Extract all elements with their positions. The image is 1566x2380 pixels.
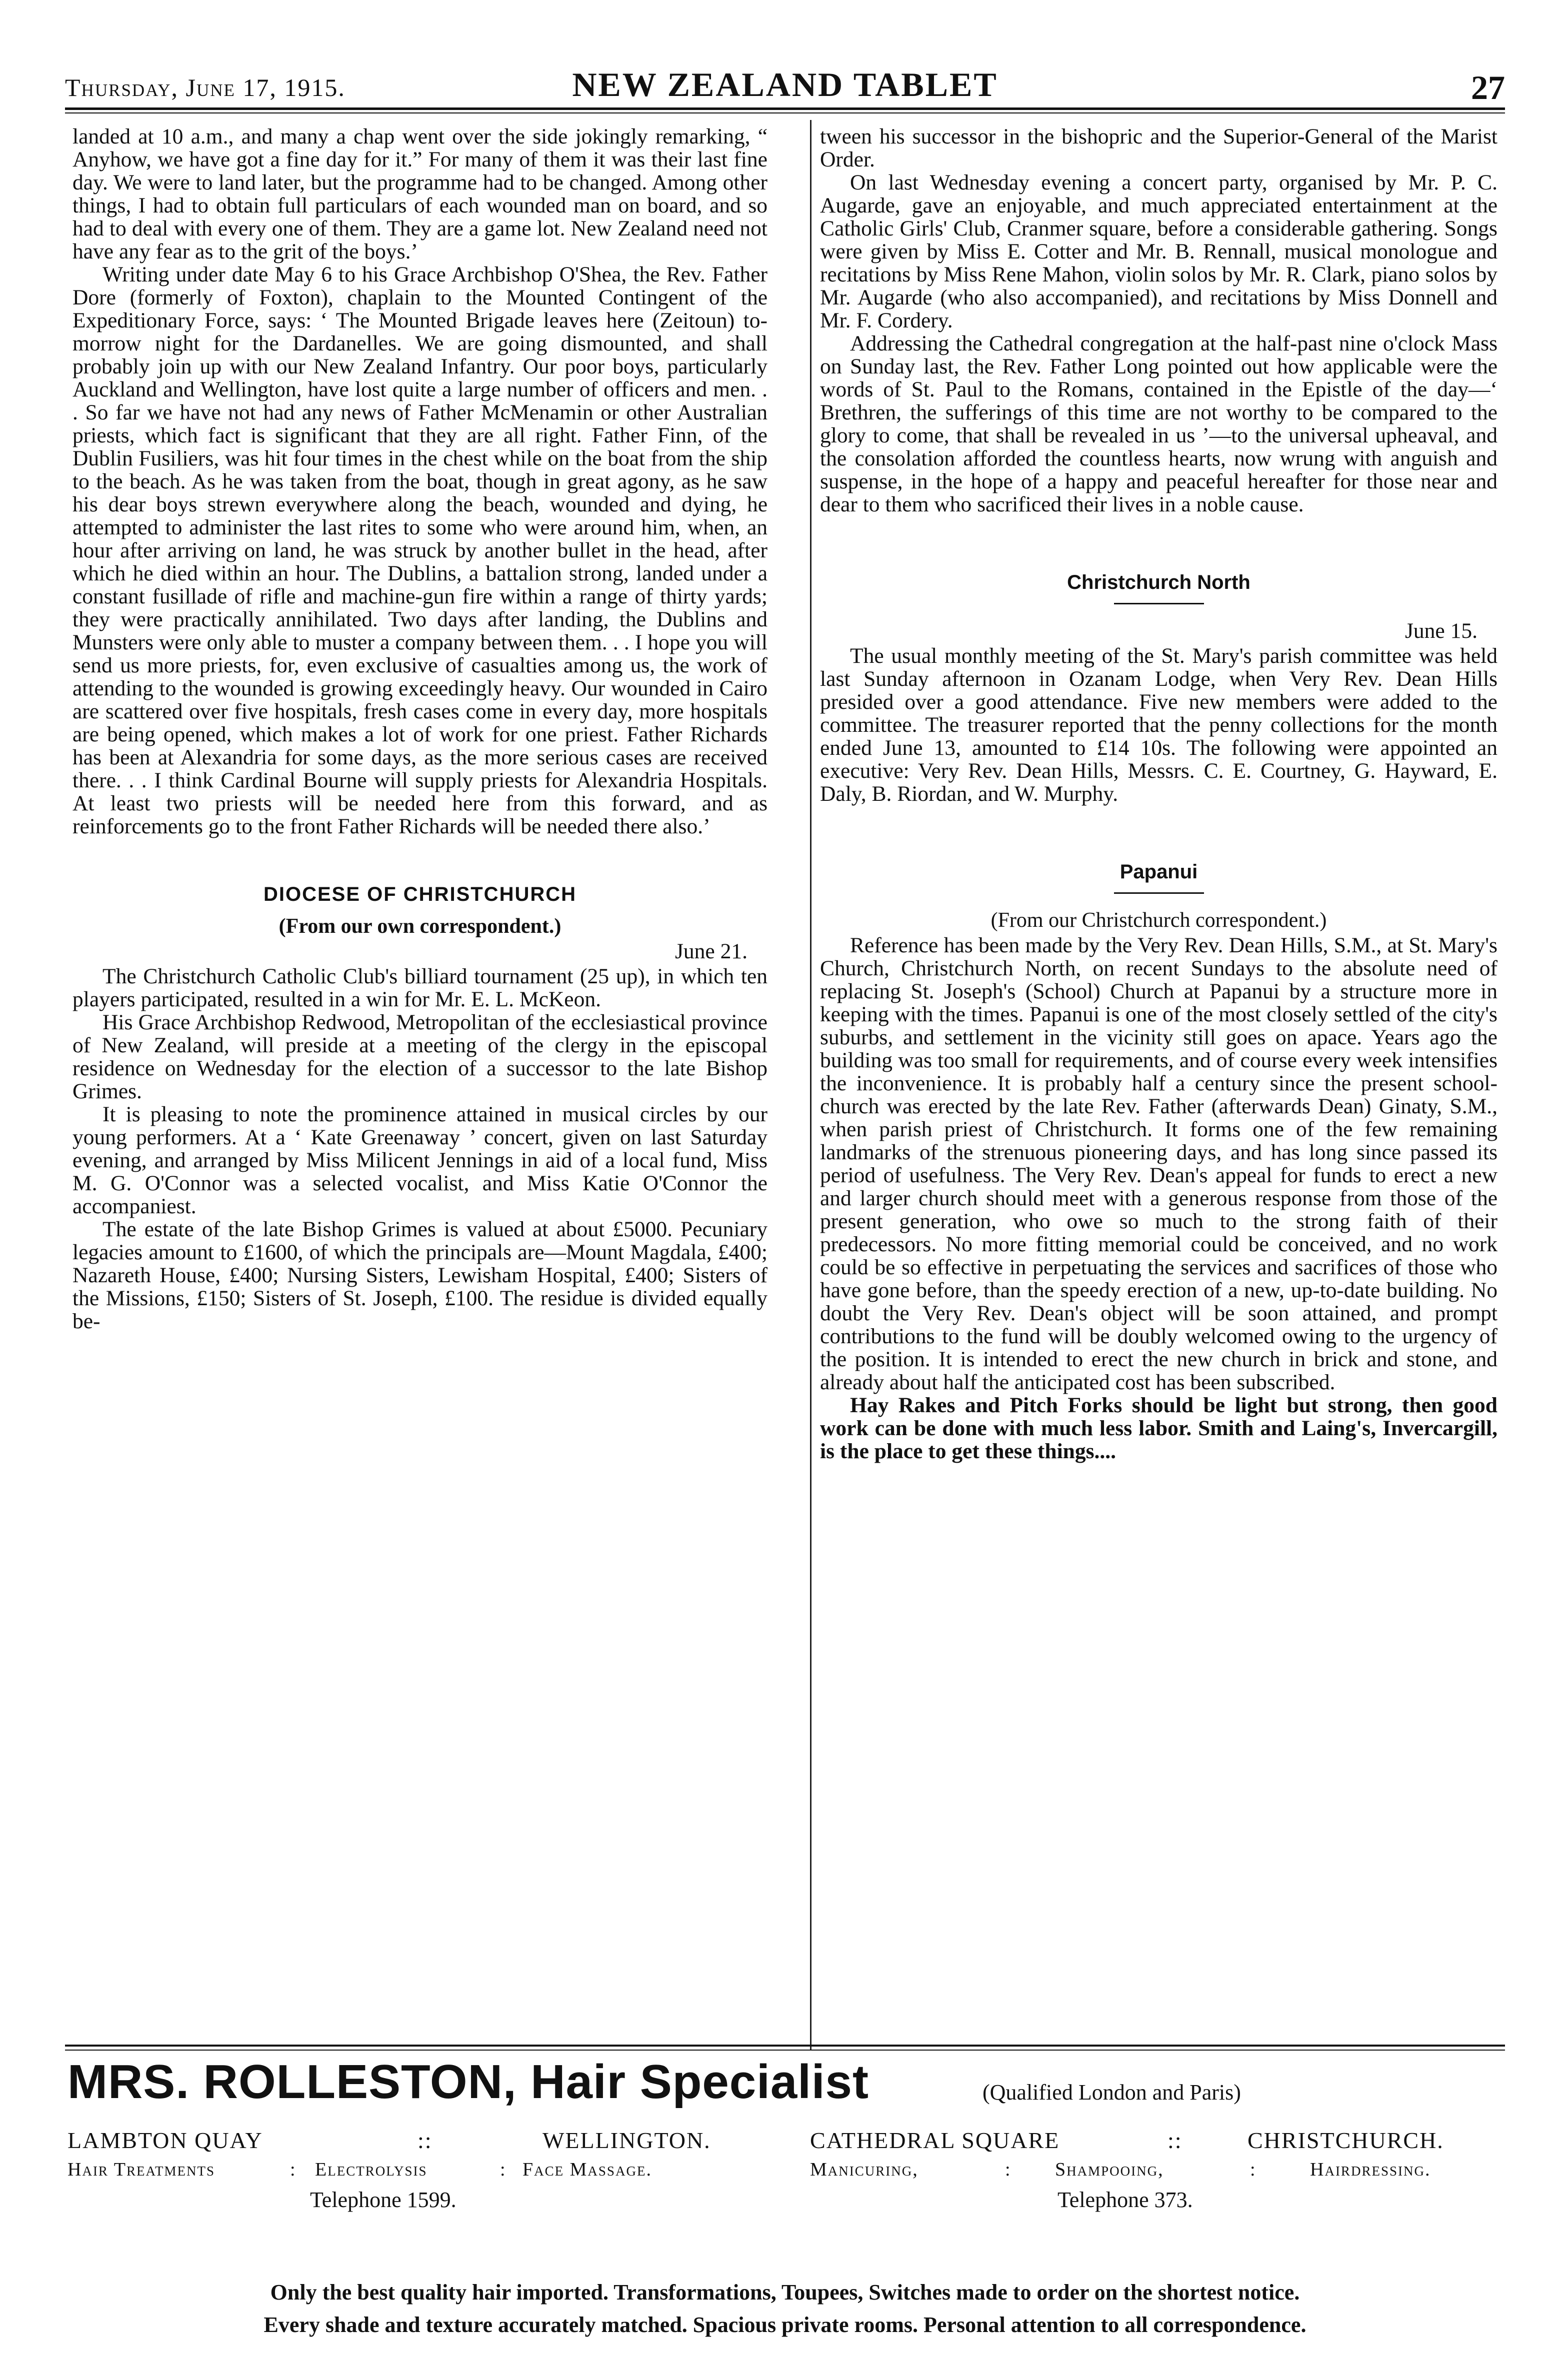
issue-date: Thursday, June 17, 1915. <box>65 73 346 101</box>
article-paragraph: tween his successor in the bishopric and the Superior-General of the Marist Order. <box>820 124 1498 171</box>
advert-separator: : <box>290 2159 296 2180</box>
advert-separator: : <box>500 2159 506 2180</box>
advert-address-right: CATHEDRAL SQUARE <box>810 2128 1060 2153</box>
advert-city-left: WELLINGTON. <box>542 2128 711 2153</box>
advert-separator: : <box>1005 2159 1012 2180</box>
section-subhead: (From our Christchurch correspondent.) <box>990 909 1327 932</box>
header-rule-thin <box>65 112 1505 113</box>
advert-qualification: (Qualified London and Paris) <box>982 2080 1241 2105</box>
advert-phone-left: Telephone 1599. <box>310 2188 456 2212</box>
advert-address-left: LAMBTON QUAY <box>68 2128 263 2153</box>
advert-service: Hairdressing. <box>1310 2159 1431 2180</box>
section-title-christchurch-north: Christchurch North <box>1067 571 1250 593</box>
advert-separator: : <box>1250 2159 1256 2180</box>
advert-rule-thin <box>65 2050 1505 2051</box>
advert-phone-right: Telephone 373. <box>1058 2188 1193 2212</box>
advert-headline: MRS. ROLLESTON, Hair Specialist <box>68 2055 869 2109</box>
section-rule <box>1114 603 1204 604</box>
advert-service: Electrolysis <box>315 2159 428 2180</box>
article-paragraph: His Grace Archbishop Redwood, Metropolitan of the ecclesiastical province of New Zealand, will preside at a meeting of the clergy in the episcopal residence on Wednesday for the election of a successor to the late Bishop Grimes. <box>72 1010 768 1103</box>
advert-separator: :: <box>418 2128 432 2153</box>
section-dateline: June 15. <box>1405 619 1478 643</box>
advert-line: Every shade and texture accurately matched. Spacious private rooms. Personal attention to all correspondence. <box>264 2313 1306 2337</box>
section-title-papanui: Papanui <box>1120 861 1198 883</box>
article-paragraph: It is pleasing to note the prominence attained in musical circles by our young performers. At a ‘ Kate Greenaway ’ concert, given on last Saturday evening, and arranged by Miss Milicent Jennings in aid of a local fund, Miss M. G. O'Connor was a selected vocalist, and Miss Katie O'Connor the accompaniest. <box>72 1102 768 1218</box>
advert-service: Face Massage. <box>522 2159 652 2180</box>
advertising-notice: Hay Rakes and Pitch Forks should be light but strong, then good work can be done with much less labor. Smith and Laing's, Invercargill, is the place to get these things.... <box>820 1393 1498 1463</box>
article-paragraph: The usual monthly meeting of the St. Mary's parish committee was held last Sunday afternoon in Ozanam Lodge, when Very Rev. Dean Hills presided over a good attendance. Five new members were added to the committee. The treasurer reported that the penny collections for the month ended June 13, amounted to £14 10s. The following were appointed an executive: Very Rev. Dean Hills, Messrs. C. E. Courtney, G. Hayward, E. Daly, B. Riordan, and W. Murphy. <box>820 644 1498 806</box>
left-column <box>72 125 768 1333</box>
page-number: 27 <box>1471 68 1505 106</box>
advert-service: Hair Treatments <box>68 2159 215 2180</box>
article-paragraph: Addressing the Cathedral congregation at the half-past nine o'clock Mass on Sunday last, the Rev. Father Long pointed out how applicable were the words of St. Paul to the Romans, contained in the Epistle of the day—‘ Brethren, the sufferings of this time are not worthy to be compared to the glory to come, that shall be revealed in us ’—to the universal upheaval, and the consolation afforded the countless hearts, now wrung with anguish and suspense, in the hope of a happy and peaceful hereafter for those near and dear to them who sacrificed their lives in a noble cause. <box>820 331 1498 516</box>
section-title-diocese: DIOCESE OF CHRISTCHURCH <box>263 883 577 905</box>
header-rule <box>65 107 1505 110</box>
section-rule <box>1114 892 1204 894</box>
advert-service: Shampooing, <box>1055 2159 1164 2180</box>
section-subhead: (From our own correspondent.) <box>278 915 562 938</box>
column-divider <box>810 120 812 2050</box>
advert-service: Manicuring, <box>810 2159 918 2180</box>
advert-separator: :: <box>1168 2128 1182 2153</box>
article-paragraph: Writing under date May 6 to his Grace Archbishop O'Shea, the Rev. Father Dore (formerly of Foxton), chaplain to the Mounted Contingent of the Expeditionary Force, says: ‘ The Mounted Brigade leaves here (Zeitoun) to-morrow night for the Dardanelles. We are going dismounted, and shall probably join up with our New Zealand Infantry. Our poor boys, particularly Auckland and Wellington, have lost quite a large number of officers and men. . . So far we have not had any news of Father McMenamin or other Australian priests, which fact is significant that they are all right. Father Finn, of the Dublin Fusiliers, was hit four times in the chest while on the boat from the ship to the beach. As he was taken from the boat, though in great agony, as he saw his dear boys strewn everywhere along the beach, wounded and dying, he attempted to administer the last rites to some who were around him, when, an hour after arriving on land, he was struck by another bullet in the head, after which he died within an hour. The Dublins, a battalion strong, landed under a constant fusillade of rifle and machine-gun fire within a range of thirty yards; they were practically annihilated. Two days after landing, the Dublins and Munsters were only able to muster a company between them. . . I hope you will send us more priests, for, even exclusive of casualties among us, the work of attending to the wounded is growing exceedingly heavy. Our wounded in Cairo are scattered over five hospitals, fresh cases come in every day, more hospitals are being opened, which makes a lot of work for one priest. Father Richards has been at Alexandria for some days, as the more serious cases are received there. . . I think Cardinal Bourne will supply priests for Alexandria Hospitals. At least two priests will be needed here from this forward, and as reinforcements go to the front Father Richards will be needed there also.’ <box>72 262 768 838</box>
right-column <box>820 125 1498 1463</box>
advert-rule <box>65 2045 1505 2047</box>
section-dateline: June 21. <box>675 939 748 963</box>
article-paragraph: The estate of the late Bishop Grimes is valued at about £5000. Pecuniary legacies amount to £1600, of which the principals are—Mount Magdala, £400; Nazareth House, £400; Nursing Sisters, Lewisham Hospital, £400; Sisters of the Missions, £150; Sisters of St. Joseph, £100. The residue is divided equally be- <box>72 1217 768 1333</box>
article-paragraph: landed at 10 a.m., and many a chap went over the side jokingly remarking, “ Anyhow, we have got a fine day for it.” For many of them it was their last fine day. We were to land later, but the programme had to be changed. Among other things, I had to obtain full particulars of each wounded man on board, and so had to deal with every one of them. They are a game lot. New Zealand need not have any fear as to the grit of the boys.’ <box>72 124 768 263</box>
masthead-title: NEW ZEALAND TABLET <box>572 65 998 103</box>
advert-line: Only the best quality hair imported. Transformations, Toupees, Switches made to order on the shortest notice. <box>270 2280 1300 2305</box>
article-paragraph: On last Wednesday evening a concert party, organised by Mr. P. C. Augarde, gave an enjoyable, and much appreciated entertainment at the Catholic Girls' Club, Cranmer square, before a considerable gathering. Songs were given by Miss E. Cotter and Mr. B. Rennall, musical monologue and recitations by Miss Rene Mahon, violin solos by Mr. R. Clark, piano solos by Mr. Augarde (who also accompanied), and recitations by Miss Donnell and Mr. F. Cordery. <box>820 170 1498 332</box>
advert-city-right: CHRISTCHURCH. <box>1248 2128 1444 2153</box>
article-paragraph: The Christchurch Catholic Club's billiard tournament (25 up), in which ten players participated, resulted in a win for Mr. E. L. McKeon. <box>72 964 768 1011</box>
article-paragraph: Reference has been made by the Very Rev. Dean Hills, S.M., at St. Mary's Church, Christchurch North, on recent Sundays to the absolute need of replacing St. Joseph's (School) Church at Papanui by a structure more in keeping with the times. Papanui is one of the most closely settled of the city's suburbs, and settlement in the vicinity still goes on apace. Years ago the building was too small for requirements, and of course every week intensifies the inconvenience. It is probably half a century since the present school-church was erected by the late Rev. Father (afterwards Dean) Ginaty, S.M., when parish priest of Christchurch. It forms one of the few remaining landmarks of the strenuous pioneering days, and has long since passed its period of usefulness. The Very Rev. Dean's appeal for funds to erect a new and larger church should meet with a generous response from those of the present generation, who owe so much to the strong faith of their predecessors. No more fitting memorial could be conceived, and no work could be so effective in perpetuating the services and sacrifices of those who have gone before, than the speedy erection of a new, up-to-date building. No doubt the Very Rev. Dean's object will be soon attained, and prompt contributions to the fund will be doubly welcomed owing to the urgency of the position. It is intended to erect the new church in brick and stone, and already about half the anticipated cost has been subscribed. <box>820 933 1498 1394</box>
